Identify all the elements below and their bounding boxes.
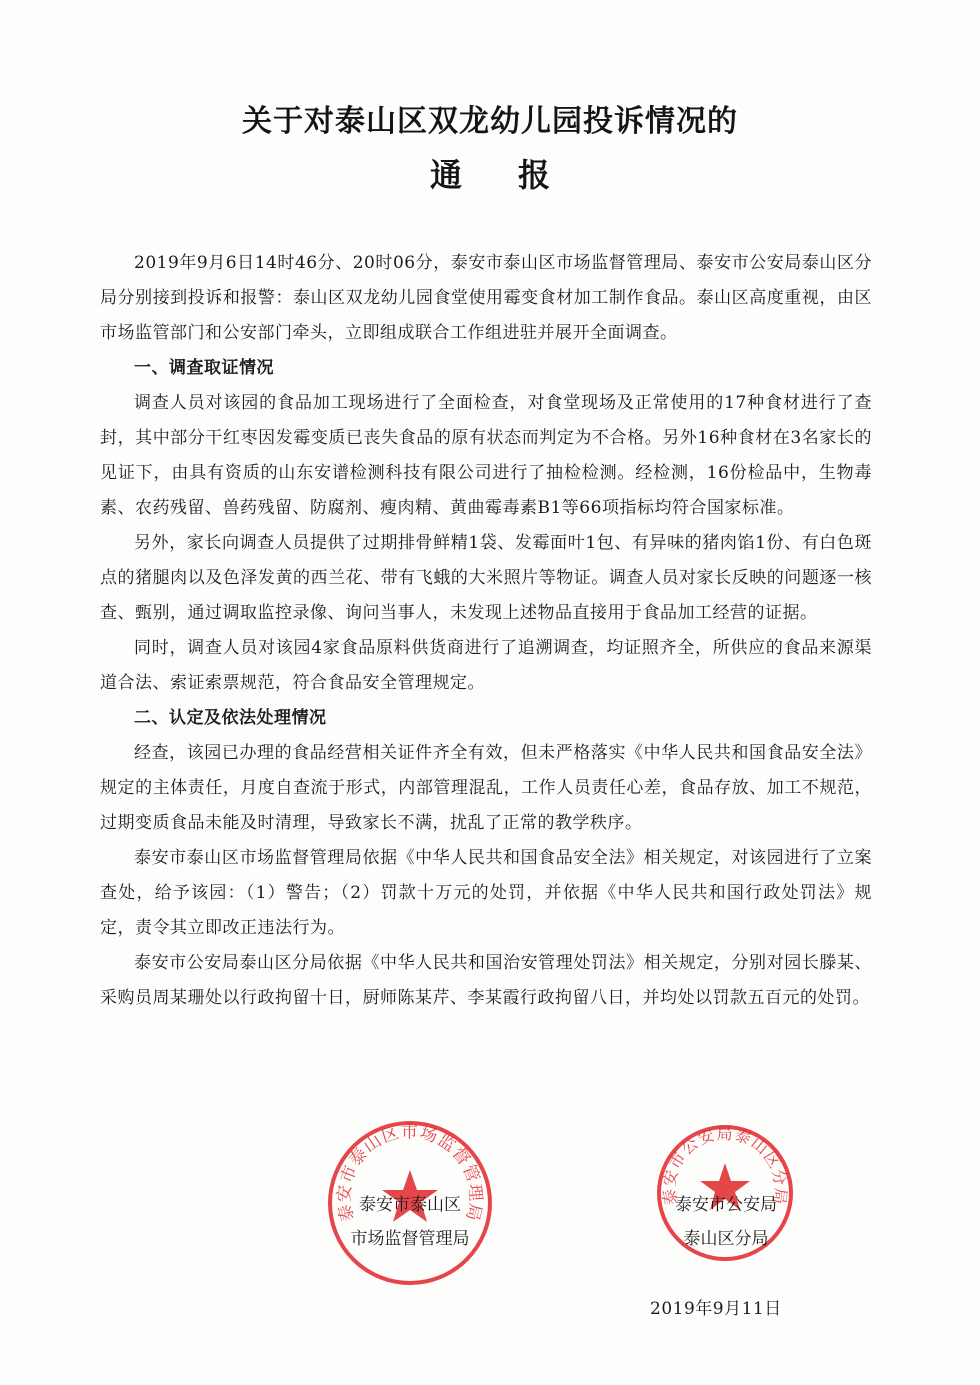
issue-date: 2019年9月11日: [650, 1299, 782, 1319]
penalty-paragraph-1: 经查，该园已办理的食品经营相关证件齐全有效，但未严格落实《中华人民共和国食品安全法》规定的主体责任，月度自查流于形式，内部管理混乱，工作人员责任心差，食品存放、加工不规范，过期变质食品未能及时清理，导致家长不满，扰乱了正常的教学秩序。: [100, 743, 872, 833]
penalty-paragraph-2: 泰安市泰山区市场监督管理局依据《中华人民共和国食品安全法》相关规定，对该园进行了立案查处，给予该园：（1）警告；（2）罚款十万元的处罚，并依据《中华人民共和国行政处罚法》规定，责令其立即改正违法行为。: [100, 848, 872, 938]
section-heading-penalty: 二、认定及依法处理情况: [134, 708, 327, 728]
signer-2-line-1: 泰安市公安局: [675, 1195, 777, 1215]
seal-1-arc-text: 泰安市泰山区市场监督管理局: [334, 1122, 486, 1224]
investigation-paragraph-2: 另外，家长向调查人员提供了过期排骨鲜精1袋、发霉面叶1包、有异味的猪肉馅1份、有白色斑点的猪腿肉以及色泽发黄的西兰花、带有飞蛾的大米照片等物证。调查人员对家长反映的问题逐一核查、甄别，通过调取监控录像、询问当事人，未发现上述物品直接用于食品加工经营的证据。: [100, 533, 872, 623]
intro-paragraph: 2019年9月6日14时46分、20时06分，泰安市泰山区市场监督管理局、泰安市公安局泰山区分局分别接到投诉和报警：泰山区双龙幼儿园食堂使用霉变食材加工制作食品。泰山区高度重视，由区市场监管部门和公安部门牵头，立即组成联合工作组进驻并展开全面调查。: [100, 253, 872, 343]
document-title: 关于对泰山区双龙幼儿园投诉情况的: [242, 104, 738, 139]
section-heading-investigation: 一、调查取证情况: [134, 358, 274, 378]
document-body: [100, 246, 872, 1016]
signer-police-bureau: [640, 1188, 812, 1256]
document-subtitle: 通报: [429, 156, 606, 194]
investigation-paragraph-3: 同时，调查人员对该园4家食品原料供货商进行了追溯调查，均证照齐全，所供应的食品来源渠道合法、索证索票规范，符合食品安全管理规定。: [100, 638, 872, 693]
penalty-paragraph-3: 泰安市公安局泰山区分局依据《中华人民共和国治安管理处罚法》相关规定，分别对园长滕某、采购员周某珊处以行政拘留十日，厨师陈某芹、李某霞行政拘留八日，并均处以罚款五百元的处罚。: [100, 953, 872, 1008]
signer-1-line-1: 泰安市泰山区: [359, 1195, 461, 1215]
signer-1-line-2: 市场监督管理局: [350, 1229, 470, 1249]
seal-2-arc-text: 泰安市公安局泰山区分局: [659, 1124, 791, 1207]
signer-market-bureau: [320, 1188, 500, 1256]
signer-2-line-2: 泰山区分局: [683, 1229, 769, 1249]
investigation-paragraph-1: 调查人员对该园的食品加工现场进行了全面检查，对食堂现场及正常使用的17种食材进行了查封，其中部分干红枣因发霉变质已丧失食品的原有状态而判定为不合格。另外16种食材在3名家长的见证下，由具有资质的山东安谱检测科技有限公司进行了抽检检测。经检测，16份检品中，生物毒素、农药残留、兽药残留、防腐剂、瘦肉精、黄曲霉毒素B1等66项指标均符合国家标准。: [100, 393, 872, 518]
